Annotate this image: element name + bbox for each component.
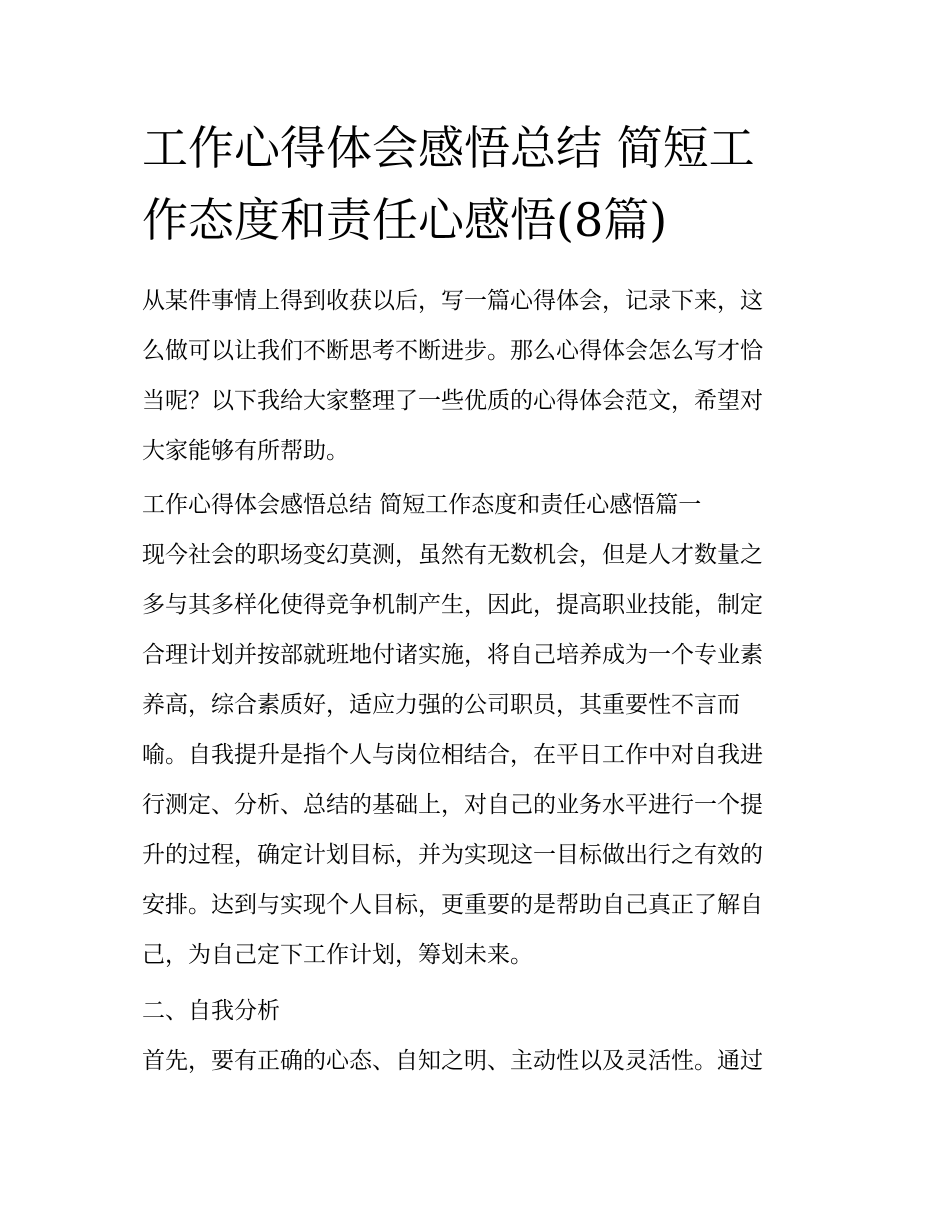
- intro-line: 从某件事情上得到收获以后，写一篇心得体会，记录下来，这: [142, 288, 763, 314]
- intro-paragraph: [142, 276, 832, 476]
- paragraph-line: 合理计划并按部就班地付诸实施，将自己培养成为一个专业素: [142, 642, 763, 668]
- section-2-heading-text: 二、自我分析: [142, 998, 280, 1024]
- document-title: [142, 112, 822, 256]
- intro-line: 么做可以让我们不断思考不断进步。那么心得体会怎么写才恰: [142, 338, 763, 364]
- section-heading: [142, 480, 832, 530]
- title-line-2: 作态度和责任心感悟(8篇): [142, 193, 668, 247]
- section-heading-text: 工作心得体会感悟总结 简短工作态度和责任心感悟篇一: [142, 492, 702, 518]
- paragraph-line: 多与其多样化使得竞争机制产生，因此，提高职业技能，制定: [142, 592, 763, 618]
- intro-line: 当呢？以下我给大家整理了一些优质的心得体会范文，希望对: [142, 388, 763, 414]
- section-2-heading: [142, 986, 832, 1036]
- paragraph-1: [142, 530, 832, 980]
- paragraph-line: 升的过程，确定计划目标，并为实现这一目标做出行之有效的: [142, 842, 763, 868]
- paragraph-2: [142, 1036, 832, 1086]
- paragraph-line: 养高，综合素质好，适应力强的公司职员，其重要性不言而: [142, 692, 740, 718]
- intro-line: 大家能够有所帮助。: [142, 438, 349, 464]
- paragraph-line: 首先，要有正确的心态、自知之明、主动性以及灵活性。通过: [142, 1048, 763, 1074]
- paragraph-line: 安排。达到与实现个人目标，更重要的是帮助自己真正了解自: [142, 892, 763, 918]
- title-line-1: 工作心得体会感悟总结 简短工: [142, 121, 755, 175]
- paragraph-line: 现今社会的职场变幻莫测，虽然有无数机会，但是人才数量之: [142, 542, 763, 568]
- paragraph-line: 喻。自我提升是指个人与岗位相结合，在平日工作中对自我进: [142, 742, 763, 768]
- paragraph-line: 己，为自己定下工作计划，筹划未来。: [142, 942, 533, 968]
- paragraph-line: 行测定、分析、总结的基础上，对自己的业务水平进行一个提: [142, 792, 763, 818]
